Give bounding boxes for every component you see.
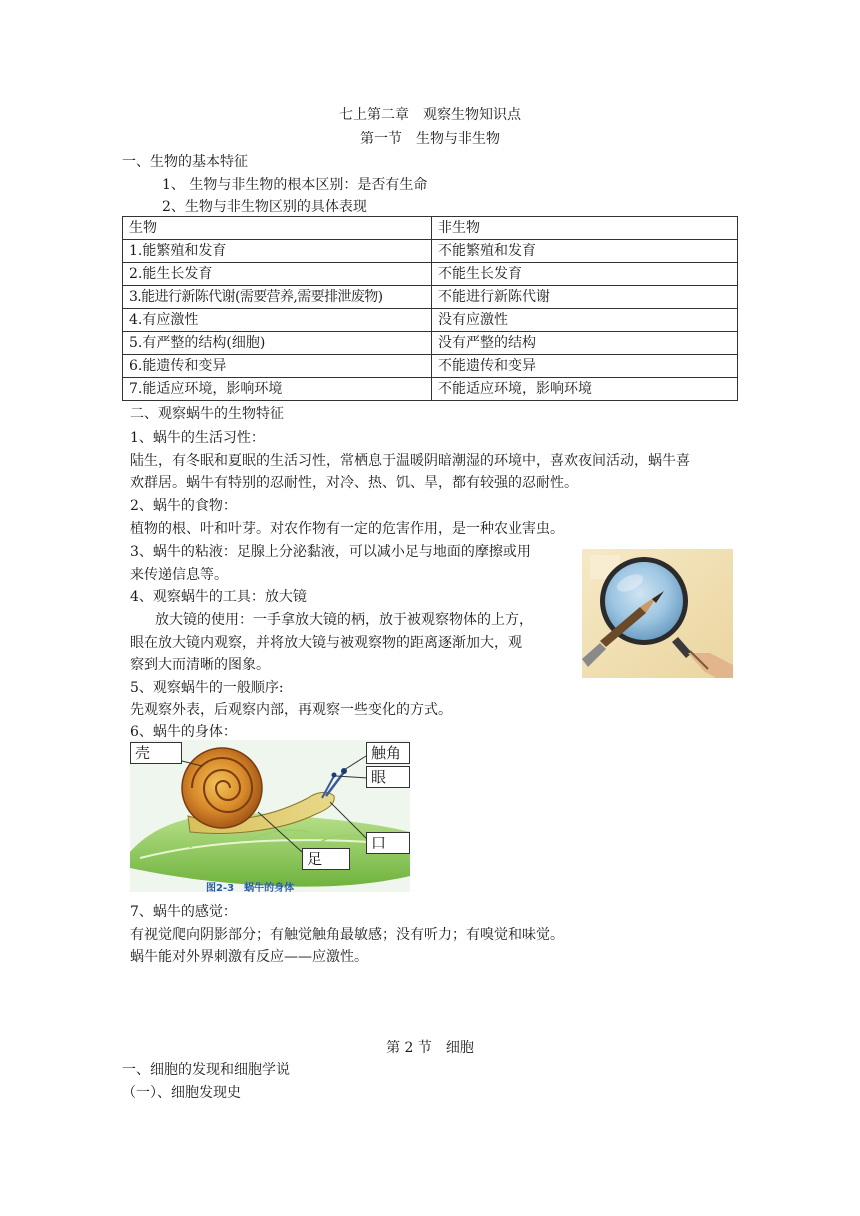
tool-heading: 4、观察蜗牛的工具：放大镜 — [130, 589, 307, 605]
part-2-heading: 二、观察蜗牛的生物特征 — [130, 406, 284, 422]
table-cell: 不能适应环境，影响环境 — [432, 378, 738, 401]
section-1-title: 第一节 生物与非生物 — [360, 131, 500, 147]
point-1: 1、 生物与非生物的根本区别：是否有生命 — [162, 177, 428, 193]
part-1-heading: 一、生物的基本特征 — [122, 154, 248, 170]
mucus-line-1: 3、蜗牛的粘液：足腺上分泌黏液，可以减小足与地面的摩擦或用 — [130, 544, 531, 560]
table-row — [123, 240, 738, 263]
food-heading: 2、蜗牛的食物： — [130, 498, 237, 514]
magnifier-photo — [582, 549, 733, 678]
section-2-title: 第 2 节 细胞 — [386, 1040, 474, 1056]
table-row — [123, 332, 738, 355]
label-tentacle: 触角 — [366, 742, 410, 764]
page-title: 七上第二章 观察生物知识点 — [339, 107, 521, 123]
table-cell: 4.有应激性 — [123, 309, 432, 332]
habits-line-2: 欢群居。蜗牛有特别的忍耐性，对冷、热、饥、旱，都有较强的忍耐性。 — [130, 475, 578, 491]
order-heading: 5、观察蜗牛的一般顺序: — [130, 680, 284, 696]
order-text: 先观察外表，后观察内部，再观察一些变化的方式。 — [130, 702, 452, 718]
senses-text: 有视觉爬向阴影部分；有触觉触角最敏感；没有听力；有嗅觉和味觉。 — [130, 927, 564, 943]
table-row — [123, 263, 738, 286]
habits-heading: 1、蜗牛的生活习性： — [130, 430, 265, 446]
figure-caption: 图2-3 蜗牛的身体 — [206, 883, 295, 892]
table-row — [123, 355, 738, 378]
body-heading: 6、蜗牛的身体： — [130, 724, 237, 740]
habits-line-1: 陆生，有冬眠和夏眠的生活习性，常栖息于温暖阴暗潮湿的环境中，喜欢夜间活动，蜗牛喜 — [130, 453, 690, 469]
point-2: 2、生物与非生物区别的具体表现 — [162, 199, 367, 215]
cell-sub-heading: （一）、细胞发现史 — [122, 1085, 241, 1101]
table-cell: 不能进行新陈代谢 — [432, 286, 738, 309]
snail-figure — [130, 740, 410, 892]
table-row — [123, 286, 738, 309]
response-text: 蜗牛能对外界刺激有反应——应激性。 — [130, 949, 368, 965]
label-foot: 足 — [302, 848, 350, 870]
mucus-line-2: 来传递信息等。 — [130, 567, 228, 583]
food-text: 植物的根、叶和叶芽。对农作物有一定的危害作用，是一种农业害虫。 — [130, 521, 564, 537]
table-cell: 不能生长发育 — [432, 263, 738, 286]
label-shell: 壳 — [130, 742, 182, 764]
label-mouth: 口 — [366, 832, 410, 854]
table-cell: 5.有严整的结构(细胞) — [123, 332, 432, 355]
table-cell: 不能遗传和变异 — [432, 355, 738, 378]
table-cell: 6.能遗传和变异 — [123, 355, 432, 378]
magnifier-line-3: 察到大而清晰的图象。 — [130, 657, 270, 673]
comparison-table — [122, 216, 738, 401]
table-cell: 1.能繁殖和发育 — [123, 240, 432, 263]
magnifier-illustration — [582, 549, 733, 678]
table-cell: 7.能适应环境，影响环境 — [123, 378, 432, 401]
header-living: 生物 — [123, 217, 432, 240]
magnifier-line-2: 眼在放大镜内观察，并将放大镜与被观察物的距离逐渐加大，观 — [130, 635, 522, 651]
table-row — [123, 378, 738, 401]
magnifier-line-1: 放大镜的使用：一手拿放大镜的柄，放于被观察物体的上方， — [155, 612, 533, 628]
table-header-row — [123, 217, 738, 240]
table-cell: 没有严整的结构 — [432, 332, 738, 355]
table-cell: 2.能生长发育 — [123, 263, 432, 286]
table-row — [123, 309, 738, 332]
table-cell: 3.能进行新陈代谢(需要营养,需要排泄废物) — [123, 286, 432, 309]
senses-heading: 7、蜗牛的感觉： — [130, 904, 237, 920]
header-nonliving: 非生物 — [432, 217, 738, 240]
cell-heading: 一、细胞的发现和细胞学说 — [122, 1062, 290, 1078]
table-cell: 没有应激性 — [432, 309, 738, 332]
label-eye: 眼 — [366, 766, 410, 788]
table-cell: 不能繁殖和发育 — [432, 240, 738, 263]
